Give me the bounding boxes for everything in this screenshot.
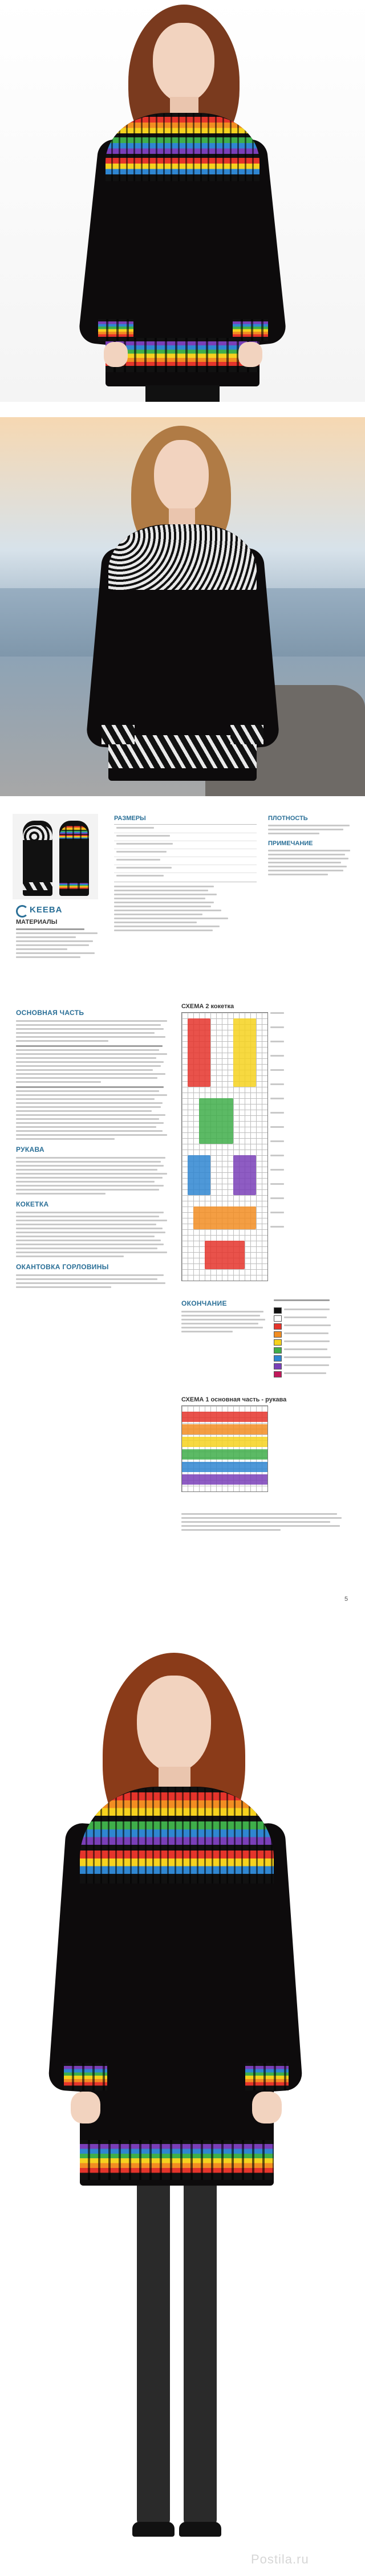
right-hand [252,2092,282,2123]
sizes-title: РАЗМЕРЫ [114,815,146,822]
chart-yoke-grid [181,1012,268,1281]
colorwork-hem [80,2140,274,2180]
photo-model-rainbow-sweater [0,0,365,402]
chart-hem-grid [181,1405,268,1492]
chart-hem-stripe-yellow [182,1437,267,1447]
chart-hem-stripe-blue [182,1462,267,1472]
sleeves-title: РУКАВА [16,1146,44,1154]
mini-yoke-left [23,825,52,840]
main-part-text-placeholder [16,1020,170,1140]
right-shoe [179,2522,221,2537]
chart-yoke-row-numbers-placeholder [270,1012,293,1230]
chart-hem-stripe-orange [182,1424,267,1434]
yarn-list-placeholder [114,886,257,934]
white-yoke [108,524,257,590]
mini-hem-left [23,882,52,890]
chart-yoke-motif-4 [188,1155,210,1195]
sweater-dress [106,113,259,386]
note-title: ПРИМЕЧАНИЕ [268,840,313,847]
mini-yoke-right [59,825,89,840]
finishing-block [181,1299,267,1335]
instructions-right-bottom [181,1513,347,1533]
chart-hem [181,1396,324,1505]
right-hand [238,342,262,367]
right-cuff [245,2063,289,2090]
mini-hem-right [59,882,89,890]
neck-edge-text-placeholder [16,1274,170,1288]
mini-model-right [59,821,89,896]
right-leg [184,2186,217,2528]
main-part-title: ОСНОВНАЯ ЧАСТЬ [16,1009,84,1017]
sleeves-text-placeholder [16,1157,170,1195]
chart-yoke-motif-3 [199,1098,233,1144]
colorwork-yoke [80,1787,274,1884]
knit-dress [80,1787,274,2186]
legend-swatch-9 [274,1371,282,1377]
materials-title: МАТЕРИАЛЫ [16,919,58,926]
page-number: 5 [344,1596,348,1603]
watermark: Postila.ru [251,2552,309,2566]
mini-model-left [23,821,52,896]
logo-text: KEEBA [30,905,63,915]
chart-hem-title: СХЕМА 1 основная часть - рукава [181,1396,287,1403]
left-cuff [64,2063,107,2090]
legend-title-placeholder [274,1299,330,1301]
legend-swatch-4 [274,1331,282,1338]
legend-swatch-3 [274,1323,282,1330]
legend-swatch-2 [274,1315,282,1322]
legend-labels-placeholder [284,1309,341,1376]
density-title: ПЛОТНОСТЬ [268,815,308,822]
left-leg [137,2186,170,2528]
left-shoe [132,2522,175,2537]
right-cuff [233,319,268,341]
chart-yoke-motif-7 [205,1241,245,1269]
left-hand [104,342,128,367]
chart-yoke-motif-6 [193,1207,256,1229]
chart-yoke [181,1003,324,1288]
chart-hem-stripe-red [182,1412,267,1422]
legend-swatch-6 [274,1347,282,1354]
left-hand [71,2092,100,2123]
sizes-block [114,815,257,940]
size-table [114,824,257,882]
finishing-title: ОКОНЧАНИЕ [181,1299,227,1307]
left-cuff [98,319,133,341]
instructions-left-column [16,1009,170,1290]
legend-swatch-1 [274,1307,282,1314]
mini-photo-models [13,814,98,899]
model-face [154,440,209,513]
left-cuff [102,725,135,744]
legend-swatch-5 [274,1339,282,1346]
photo-model-rainbow-dress [0,1641,365,2576]
materials-text-placeholder [16,928,102,958]
chart-yoke-motif-2 [233,1018,256,1087]
legend-swatch-8 [274,1363,282,1369]
pattern-page [0,809,365,1613]
materials-block [16,919,102,960]
chart-yoke-motif-5 [233,1155,256,1195]
neck-edge-title: ОКАНТОВКА ГОРЛОВИНЫ [16,1263,109,1271]
density-block [268,815,354,878]
chart-yoke-motif-1 [188,1018,210,1087]
chart-hem-stripe-violet [182,1474,267,1485]
model-legs [145,385,220,402]
model-face [153,23,214,103]
colorwork-yoke [106,113,259,181]
chart-yoke-title: СХЕМА 2 кокетка [181,1003,234,1010]
color-legend [274,1299,348,1385]
neckline-text-placeholder [16,1212,170,1257]
logo-swirl-icon [16,905,29,918]
right-cuff [230,725,263,744]
neckline-title: КОКЕТКА [16,1200,49,1208]
photo-model-white-pattern-sweater [0,417,365,796]
model-face [137,1676,211,1772]
legend-swatch-7 [274,1355,282,1362]
colorwork-hem [106,338,259,372]
chart-hem-stripe-green [182,1449,267,1460]
